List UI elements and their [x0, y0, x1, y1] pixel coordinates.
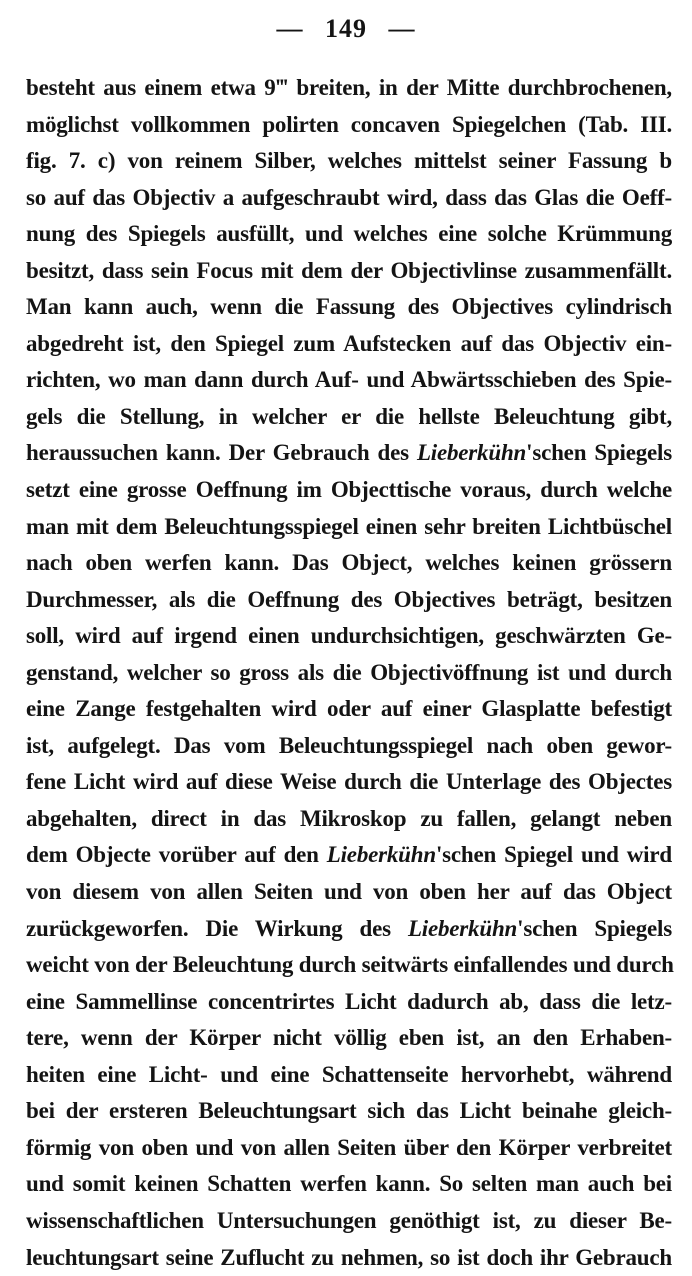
text-segment: heiten eine Licht- und eine Schattenseite hervorhebt, während: [26, 1062, 672, 1087]
text-line: [26, 1057, 672, 1094]
text-segment: bei der ersteren Beleuchtungsart sich das Licht beinahe gleich-: [26, 1098, 672, 1123]
text-line: [26, 655, 672, 692]
text-line: [26, 399, 672, 436]
text-line: [26, 216, 672, 253]
text-segment: möglichst vollkommen polirten concaven Spiegelchen (Tab. III.: [26, 112, 672, 137]
text-line: [26, 326, 672, 363]
body-text: [26, 70, 672, 1276]
text-line: [26, 362, 672, 399]
text-segment: besteht aus einem etwa 9‴ breiten, in der Mitte durchbrochenen,: [26, 75, 672, 100]
text-segment: fene Licht wird auf diese Weise durch die Unterlage des Objectes: [26, 769, 672, 794]
text-line: [26, 947, 672, 984]
text-line: [26, 545, 672, 582]
text-line: [26, 509, 672, 546]
text-segment: 'schen Spiegels: [517, 916, 672, 941]
text-line: [26, 837, 672, 874]
text-line: [26, 180, 672, 217]
text-line: [26, 1203, 672, 1240]
text-segment: förmig von oben und von allen Seiten über den Körper verbreitet: [26, 1135, 672, 1160]
italic-name: Lieberkühn: [408, 916, 517, 941]
text-line: [26, 107, 672, 144]
text-line: [26, 143, 672, 180]
text-segment: Durchmesser, als die Oeffnung des Objectives beträgt, besitzen: [26, 587, 672, 612]
text-segment: leuchtungsart seine Zuflucht zu nehmen, so ist doch ihr Gebrauch: [26, 1245, 672, 1270]
text-segment: eine Sammellinse concentrirtes Licht dadurch ab, dass die letz-: [26, 989, 672, 1014]
text-line: [26, 691, 672, 728]
page-header: [0, 14, 692, 44]
text-line: [26, 618, 672, 655]
text-segment: soll, wird auf irgend einen undurchsichtigen, geschwärzten Ge-: [26, 623, 672, 648]
text-line: [26, 911, 672, 948]
text-segment: heraussuchen kann. Der Gebrauch des: [26, 440, 417, 465]
text-line: [26, 874, 672, 911]
text-line: [26, 984, 672, 1021]
text-segment: abgedreht ist, den Spiegel zum Aufstecken auf das Objectiv ein-: [26, 331, 672, 356]
text-line: [26, 289, 672, 326]
text-line: [26, 1166, 672, 1203]
text-segment: man mit dem Beleuchtungsspiegel einen sehr breiten Lichtbüschel: [26, 514, 672, 539]
text-line: [26, 1240, 672, 1276]
text-segment: eine Zange festgehalten wird oder auf einer Glasplatte befestigt: [26, 696, 672, 721]
text-segment: tere, wenn der Körper nicht völlig eben ist, an den Erhaben-: [26, 1025, 672, 1050]
text-segment: nach oben werfen kann. Das Object, welches keinen grössern: [26, 550, 672, 575]
text-segment: 'schen Spiegels: [526, 440, 672, 465]
text-segment: so auf das Objectiv a aufgeschraubt wird, dass das Glas die Oeff-: [26, 185, 672, 210]
text-line: [26, 253, 672, 290]
text-line: [26, 764, 672, 801]
page-number: 149: [325, 14, 367, 43]
text-segment: setzt eine grosse Oeffnung im Objecttische voraus, durch welche: [26, 477, 672, 502]
text-segment: 'schen Spiegel und wird: [436, 842, 672, 867]
text-line: [26, 1130, 672, 1167]
text-segment: und somit keinen Schatten werfen kann. So selten man auch bei: [26, 1171, 672, 1196]
text-line: [26, 728, 672, 765]
text-segment: besitzt, dass sein Focus mit dem der Objectivlinse zusammenfällt.: [26, 258, 672, 283]
text-line: [26, 70, 672, 107]
text-line: [26, 582, 672, 619]
text-line: [26, 1020, 672, 1057]
text-segment: genstand, welcher so gross als die Objectivöffnung ist und durch: [26, 660, 672, 685]
text-segment: weicht von der Beleuchtung durch seitwärts einfallendes und durch: [26, 952, 674, 977]
text-segment: richten, wo man dann durch Auf- und Abwärtsschieben des Spie-: [26, 367, 672, 392]
text-segment: Man kann auch, wenn die Fassung des Objectives cylindrisch: [26, 294, 672, 319]
text-segment: nung des Spiegels ausfüllt, und welches eine solche Krümmung: [26, 221, 672, 246]
text-line: [26, 801, 672, 838]
italic-name: Lieberkühn: [417, 440, 526, 465]
text-segment: von diesem von allen Seiten und von oben her auf das Object: [26, 879, 672, 904]
text-segment: fig. 7. c) von reinem Silber, welches mittelst seiner Fassung b: [26, 148, 672, 173]
text-segment: wissenschaftlichen Untersuchungen genöthigt ist, zu dieser Be-: [26, 1208, 672, 1233]
text-segment: zurückgeworfen. Die Wirkung des: [26, 916, 408, 941]
text-segment: ist, aufgelegt. Das vom Beleuchtungsspiegel nach oben gewor-: [26, 733, 672, 758]
text-line: [26, 435, 672, 472]
text-line: [26, 1093, 672, 1130]
text-segment: gels die Stellung, in welcher er die hellste Beleuchtung gibt,: [26, 404, 672, 429]
text-segment: dem Objecte vorüber auf den: [26, 842, 327, 867]
header-dash-left: —: [277, 14, 304, 44]
text-segment: abgehalten, direct in das Mikroskop zu fallen, gelangt neben: [26, 806, 672, 831]
text-line: [26, 472, 672, 509]
italic-name: Lieberkühn: [327, 842, 436, 867]
header-dash-right: —: [389, 14, 416, 44]
